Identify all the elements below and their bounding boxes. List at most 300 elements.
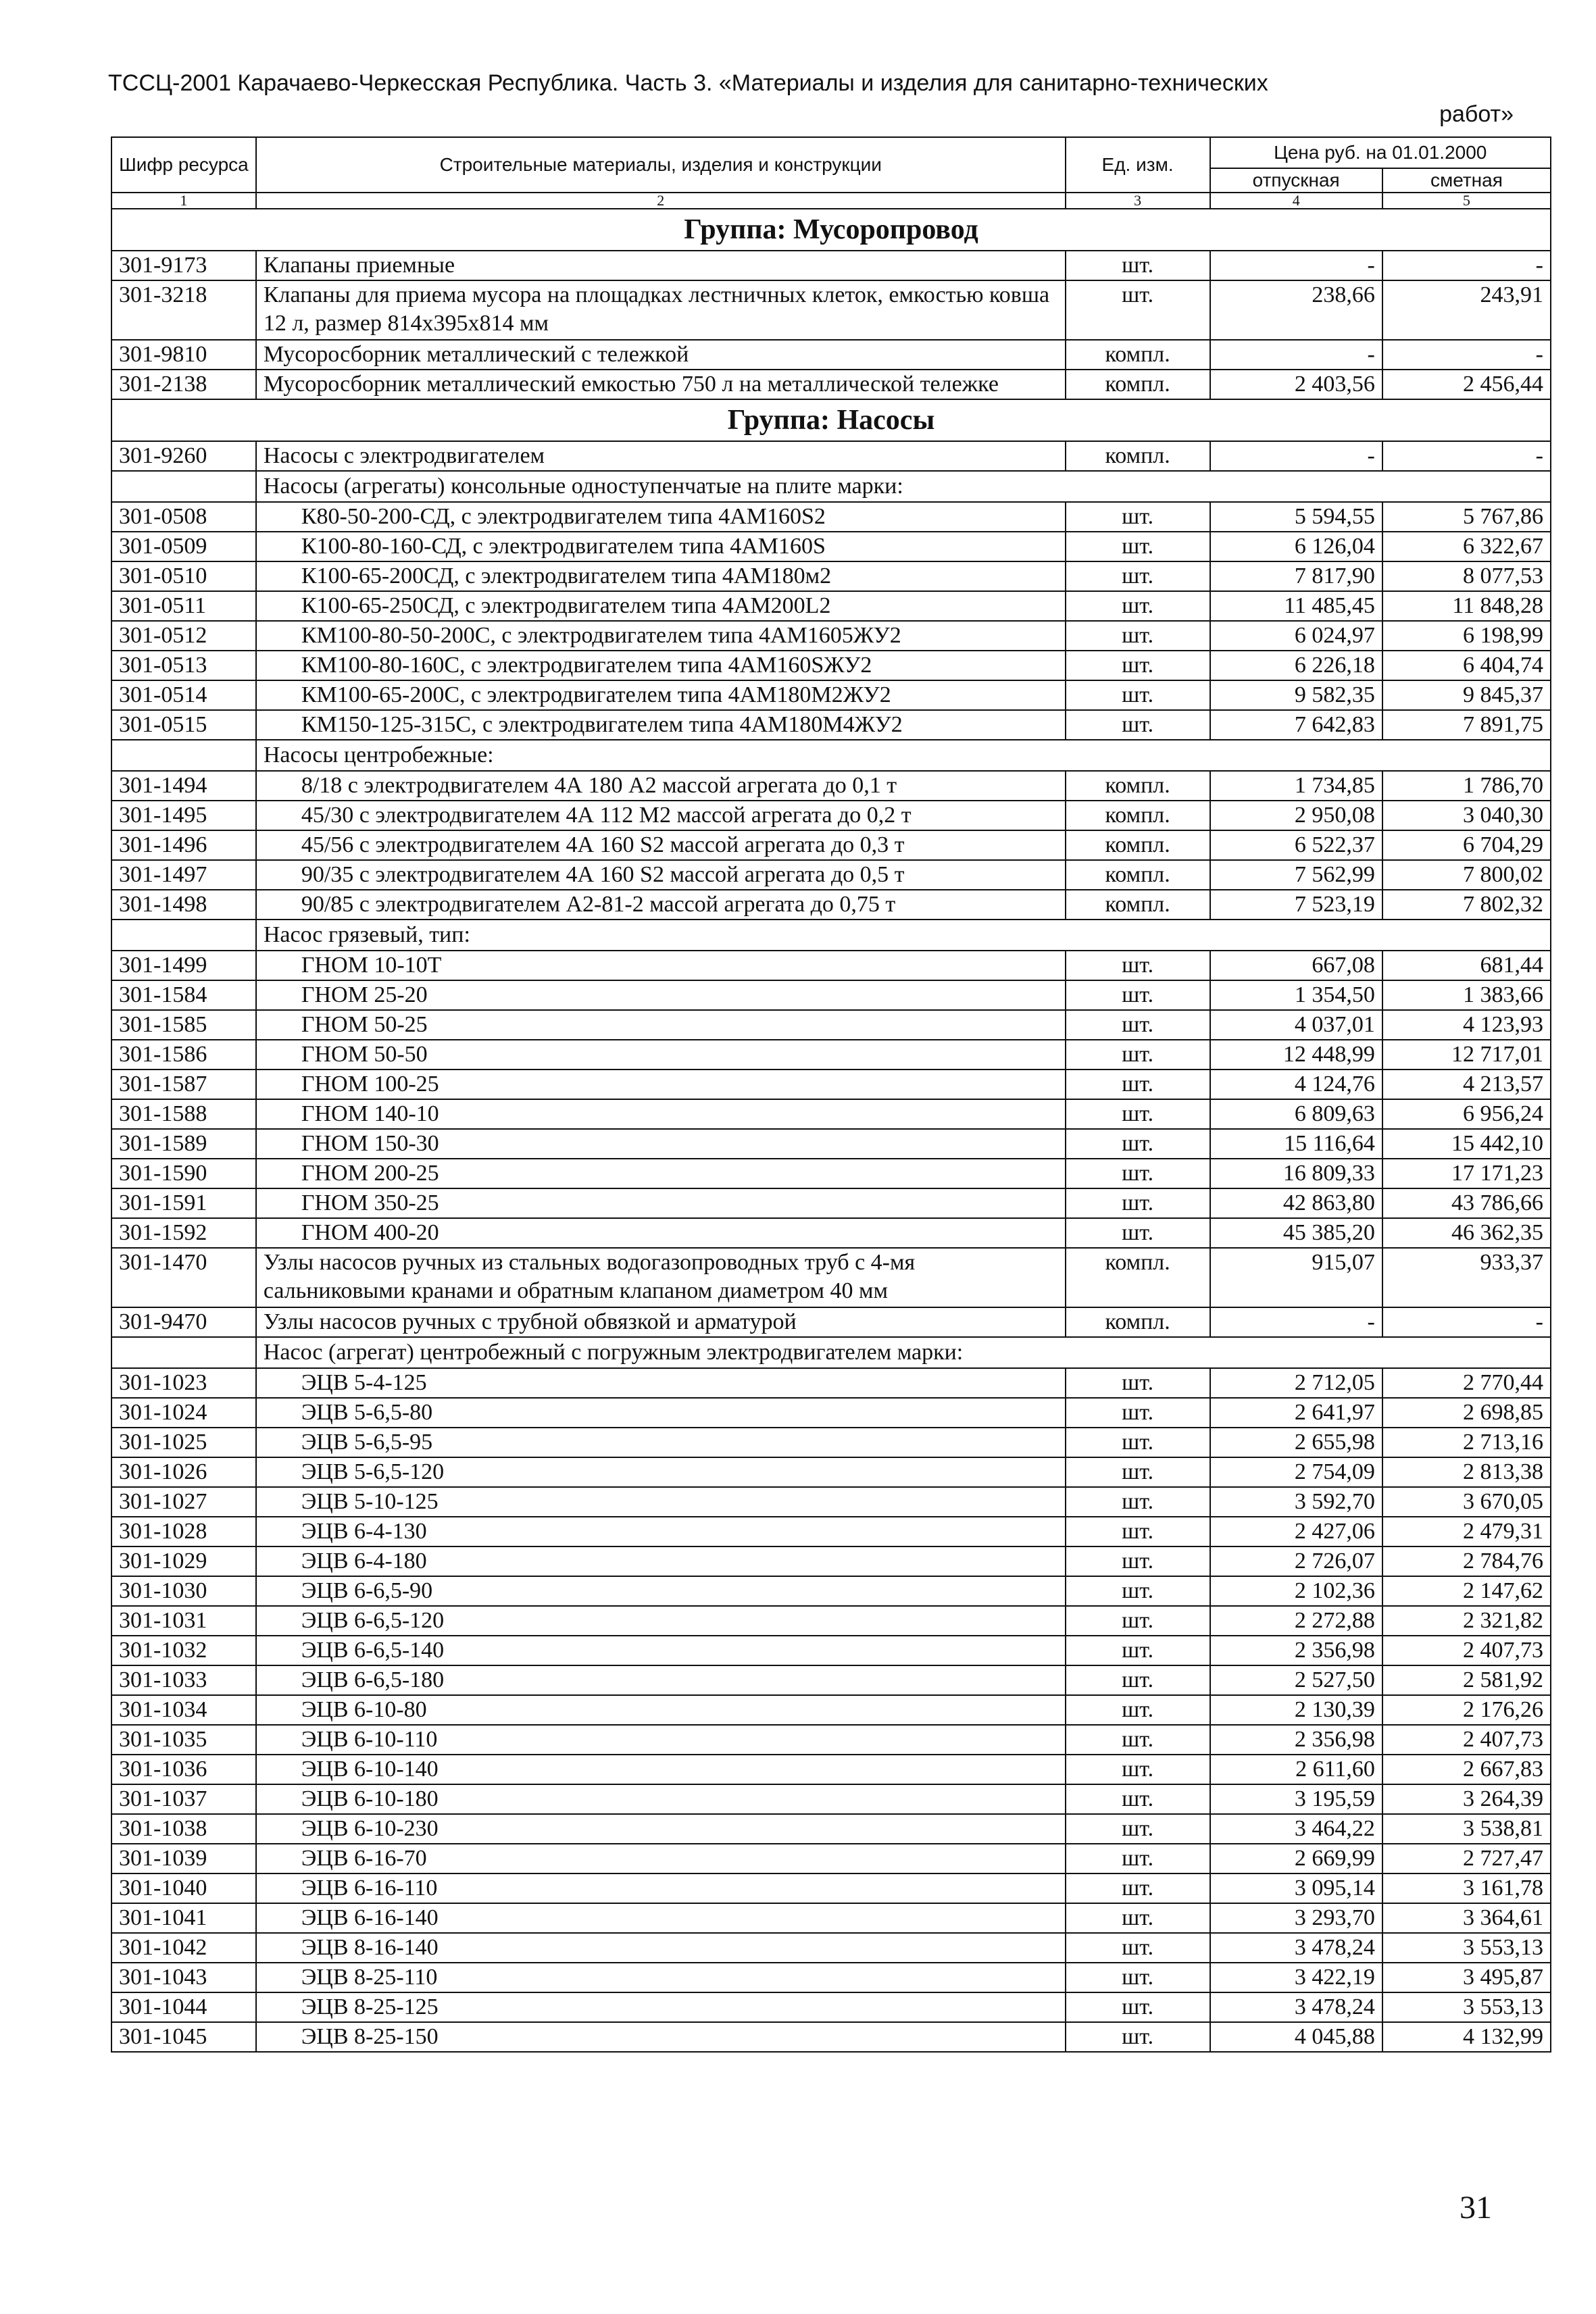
item-name: ЭЦВ 5-6,5-95: [256, 1428, 1066, 1457]
item-name: 8/18 с электродвигателем 4А 180 А2 массой агрегата до 0,1 т: [256, 771, 1066, 801]
resource-code: 301-1036: [111, 1755, 256, 1784]
table-row: [111, 1844, 1551, 1873]
unit-cell: шт.: [1066, 1487, 1210, 1517]
item-name: ГНОМ 140-10: [256, 1099, 1066, 1129]
release-price: 2 669,99: [1210, 1844, 1382, 1873]
item-name: ЭЦВ 6-10-180: [256, 1784, 1066, 1814]
item-name: ЭЦВ 6-16-110: [256, 1873, 1066, 1903]
table-row: [111, 1576, 1551, 1606]
unit-cell: компл.: [1066, 370, 1210, 399]
item-name: ЭЦВ 6-4-180: [256, 1546, 1066, 1576]
item-name: ГНОМ 100-25: [256, 1070, 1066, 1099]
release-price: 4 045,88: [1210, 2022, 1382, 2052]
resource-code: 301-0512: [111, 621, 256, 651]
release-price: 6 809,63: [1210, 1099, 1382, 1129]
estimate-price: 2 147,62: [1382, 1576, 1551, 1606]
unit-cell: шт.: [1066, 1844, 1210, 1873]
release-price: 4 037,01: [1210, 1010, 1382, 1040]
item-name: КМ100-80-160С, с электродвигателем типа 4АМ160SЖУ2: [256, 651, 1066, 680]
release-price: 6 226,18: [1210, 651, 1382, 680]
table-row: [111, 860, 1551, 890]
estimate-price: 2 770,44: [1382, 1368, 1551, 1398]
unit-cell: шт.: [1066, 591, 1210, 621]
table-row: [111, 980, 1551, 1010]
unit-cell: шт.: [1066, 1755, 1210, 1784]
item-name: ГНОМ 400-20: [256, 1218, 1066, 1248]
table-row: [111, 1099, 1551, 1129]
resource-code: 301-1044: [111, 1992, 256, 2022]
unit-cell: компл.: [1066, 1307, 1210, 1337]
table-row: [111, 1307, 1551, 1337]
group-header-row: [111, 399, 1551, 441]
table-row: [111, 771, 1551, 801]
unit-cell: шт.: [1066, 1784, 1210, 1814]
group-title: Группа: Мусоропровод: [111, 209, 1551, 251]
table-row: [111, 1070, 1551, 1099]
unit-cell: шт.: [1066, 1398, 1210, 1428]
resource-code: 301-1584: [111, 980, 256, 1010]
table-row: [111, 890, 1551, 920]
estimate-price: 2 407,73: [1382, 1636, 1551, 1665]
unit-cell: компл.: [1066, 340, 1210, 370]
table-row: [111, 680, 1551, 710]
item-name: ГНОМ 50-25: [256, 1010, 1066, 1040]
item-name: К100-65-200СД, с электродвигателем типа 4АМ180м2: [256, 561, 1066, 591]
release-price: 7 642,83: [1210, 710, 1382, 740]
resource-code: 301-9260: [111, 441, 256, 471]
estimate-price: 5 767,86: [1382, 502, 1551, 532]
resource-code: 301-0514: [111, 680, 256, 710]
estimate-price: 1 383,66: [1382, 980, 1551, 1010]
release-price: 2 712,05: [1210, 1368, 1382, 1398]
estimate-price: 6 322,67: [1382, 532, 1551, 561]
col-number-5: 5: [1382, 193, 1551, 209]
unit-cell: шт.: [1066, 710, 1210, 740]
unit-cell: шт.: [1066, 1903, 1210, 1933]
unit-cell: шт.: [1066, 1873, 1210, 1903]
unit-cell: компл.: [1066, 860, 1210, 890]
unit-cell: шт.: [1066, 251, 1210, 280]
estimate-price: 6 956,24: [1382, 1099, 1551, 1129]
resource-code: 301-1589: [111, 1129, 256, 1159]
subgroup-title: Насос грязевый, тип:: [256, 920, 1551, 951]
table-row: [111, 532, 1551, 561]
table-row: [111, 2022, 1551, 2052]
unit-cell: шт.: [1066, 1933, 1210, 1963]
estimate-price: -: [1382, 1307, 1551, 1337]
unit-cell: компл.: [1066, 801, 1210, 830]
release-price: 3 293,70: [1210, 1903, 1382, 1933]
table-row: [111, 340, 1551, 370]
estimate-price: 12 717,01: [1382, 1040, 1551, 1070]
unit-cell: шт.: [1066, 651, 1210, 680]
table-row: [111, 1428, 1551, 1457]
unit-cell: шт.: [1066, 1546, 1210, 1576]
resource-code: 301-9470: [111, 1307, 256, 1337]
resource-code: 301-1028: [111, 1517, 256, 1546]
estimate-price: 43 786,66: [1382, 1188, 1551, 1218]
resource-code: 301-3218: [111, 280, 256, 340]
item-name: КМ100-65-200С, с электродвигателем типа 4АМ180М2ЖУ2: [256, 680, 1066, 710]
unit-cell: шт.: [1066, 1040, 1210, 1070]
unit-cell: шт.: [1066, 1159, 1210, 1188]
release-price: 6 024,97: [1210, 621, 1382, 651]
release-price: 45 385,20: [1210, 1218, 1382, 1248]
item-name: ЭЦВ 6-10-230: [256, 1814, 1066, 1844]
table-row: [111, 370, 1551, 399]
item-name: ЭЦВ 6-16-140: [256, 1903, 1066, 1933]
estimate-price: 3 553,13: [1382, 1933, 1551, 1963]
release-price: 2 427,06: [1210, 1517, 1382, 1546]
subgroup-title: Насос (агрегат) центробежный с погружным электродвигателем марки:: [256, 1337, 1551, 1368]
estimate-price: 2 176,26: [1382, 1695, 1551, 1725]
unit-cell: шт.: [1066, 502, 1210, 532]
resource-code: 301-1496: [111, 830, 256, 860]
estimate-price: 2 667,83: [1382, 1755, 1551, 1784]
unit-cell: шт.: [1066, 561, 1210, 591]
resource-code: 301-1035: [111, 1725, 256, 1755]
table-row: [111, 1814, 1551, 1844]
release-price: 2 527,50: [1210, 1665, 1382, 1695]
release-price: 2 655,98: [1210, 1428, 1382, 1457]
release-price: -: [1210, 1307, 1382, 1337]
table-row: [111, 1873, 1551, 1903]
release-price: 1 354,50: [1210, 980, 1382, 1010]
unit-cell: шт.: [1066, 2022, 1210, 2052]
resource-code: 301-1585: [111, 1010, 256, 1040]
table-row: [111, 1755, 1551, 1784]
resource-code: 301-9173: [111, 251, 256, 280]
unit-cell: шт.: [1066, 1218, 1210, 1248]
unit-cell: шт.: [1066, 1099, 1210, 1129]
unit-cell: шт.: [1066, 1457, 1210, 1487]
item-name: КМ150-125-315С, с электродвигателем типа 4АМ180М4ЖУ2: [256, 710, 1066, 740]
table-row: [111, 1903, 1551, 1933]
estimate-price: 681,44: [1382, 951, 1551, 980]
release-price: 7 817,90: [1210, 561, 1382, 591]
estimate-price: 3 264,39: [1382, 1784, 1551, 1814]
release-price: 15 116,64: [1210, 1129, 1382, 1159]
resource-code: 301-1586: [111, 1040, 256, 1070]
release-price: 3 464,22: [1210, 1814, 1382, 1844]
estimate-price: 3 670,05: [1382, 1487, 1551, 1517]
release-price: 2 611,60: [1210, 1755, 1382, 1784]
release-price: 2 356,98: [1210, 1725, 1382, 1755]
item-name: ЭЦВ 5-10-125: [256, 1487, 1066, 1517]
unit-cell: шт.: [1066, 1992, 1210, 2022]
resource-code: 301-1026: [111, 1457, 256, 1487]
resource-code: 301-9810: [111, 340, 256, 370]
resource-code: 301-1495: [111, 801, 256, 830]
table-row: [111, 801, 1551, 830]
unit-cell: шт.: [1066, 951, 1210, 980]
table-row: [111, 1188, 1551, 1218]
release-price: -: [1210, 251, 1382, 280]
unit-cell: компл.: [1066, 1248, 1210, 1307]
item-name: 90/85 с электродвигателем А2-81-2 массой агрегата до 0,75 т: [256, 890, 1066, 920]
item-name: ГНОМ 50-50: [256, 1040, 1066, 1070]
col-header-unit: Ед. изм.: [1066, 137, 1210, 193]
resource-code: 301-1040: [111, 1873, 256, 1903]
table-row: [111, 1248, 1551, 1307]
item-name: Узлы насосов ручных из стальных водогазопроводных труб с 4-мя сальниковыми кранами и обратным клапаном диаметром 40 мм: [256, 1248, 1066, 1307]
estimate-price: 7 891,75: [1382, 710, 1551, 740]
item-name: ЭЦВ 6-6,5-120: [256, 1606, 1066, 1636]
release-price: 2 130,39: [1210, 1695, 1382, 1725]
unit-cell: шт.: [1066, 1695, 1210, 1725]
estimate-price: 2 784,76: [1382, 1546, 1551, 1576]
table-row: [111, 561, 1551, 591]
item-name: Мусоросборник металлический емкостью 750 л на металлической тележке: [256, 370, 1066, 399]
resource-code: 301-1494: [111, 771, 256, 801]
estimate-price: 1 786,70: [1382, 771, 1551, 801]
resource-code: 301-1043: [111, 1963, 256, 1992]
estimate-price: 3 040,30: [1382, 801, 1551, 830]
table-row: [111, 1517, 1551, 1546]
resource-code: 301-0513: [111, 651, 256, 680]
item-name: ЭЦВ 6-6,5-180: [256, 1665, 1066, 1695]
resource-code: 301-1041: [111, 1903, 256, 1933]
table-row: [111, 251, 1551, 280]
release-price: 3 592,70: [1210, 1487, 1382, 1517]
release-price: 16 809,33: [1210, 1159, 1382, 1188]
resource-code: 301-1590: [111, 1159, 256, 1188]
estimate-price: 8 077,53: [1382, 561, 1551, 591]
estimate-price: 2 456,44: [1382, 370, 1551, 399]
table-row: [111, 1010, 1551, 1040]
release-price: -: [1210, 340, 1382, 370]
table-row: [111, 1040, 1551, 1070]
table-row: [111, 502, 1551, 532]
release-price: 12 448,99: [1210, 1040, 1382, 1070]
col-header-estimate: сметная: [1382, 168, 1551, 193]
estimate-price: 2 479,31: [1382, 1517, 1551, 1546]
estimate-price: 7 802,32: [1382, 890, 1551, 920]
estimate-price: 2 698,85: [1382, 1398, 1551, 1428]
item-name: ЭЦВ 6-10-110: [256, 1725, 1066, 1755]
table-row: [111, 1665, 1551, 1695]
resource-code: 301-1032: [111, 1636, 256, 1665]
release-price: 42 863,80: [1210, 1188, 1382, 1218]
unit-cell: шт.: [1066, 1814, 1210, 1844]
resource-code: 301-1587: [111, 1070, 256, 1099]
table-row: [111, 1963, 1551, 1992]
release-price: 1 734,85: [1210, 771, 1382, 801]
unit-cell: шт.: [1066, 1963, 1210, 1992]
item-name: К100-65-250СД, с электродвигателем типа 4АМ200L2: [256, 591, 1066, 621]
table-row: [111, 1218, 1551, 1248]
estimate-price: -: [1382, 441, 1551, 471]
estimate-price: 9 845,37: [1382, 680, 1551, 710]
resource-code: 301-1045: [111, 2022, 256, 2052]
unit-cell: компл.: [1066, 830, 1210, 860]
release-price: 6 126,04: [1210, 532, 1382, 561]
table-row: [111, 1398, 1551, 1428]
release-price: 6 522,37: [1210, 830, 1382, 860]
item-name: ЭЦВ 6-4-130: [256, 1517, 1066, 1546]
estimate-price: 3 495,87: [1382, 1963, 1551, 1992]
table-row: [111, 1546, 1551, 1576]
estimate-price: 4 213,57: [1382, 1070, 1551, 1099]
resource-code: 301-1031: [111, 1606, 256, 1636]
resource-code: 301-2138: [111, 370, 256, 399]
release-price: 3 478,24: [1210, 1992, 1382, 2022]
unit-cell: шт.: [1066, 1368, 1210, 1398]
resource-code: 301-0508: [111, 502, 256, 532]
estimate-price: 243,91: [1382, 280, 1551, 340]
release-price: 9 582,35: [1210, 680, 1382, 710]
item-name: К80-50-200-СД, с электродвигателем типа 4АМ160S2: [256, 502, 1066, 532]
col-header-code: Шифр ресурса: [111, 137, 256, 193]
item-name: К100-80-160-СД, с электродвигателем типа 4АМ160S: [256, 532, 1066, 561]
item-name: ЭЦВ 5-6,5-80: [256, 1398, 1066, 1428]
item-name: ЭЦВ 8-25-125: [256, 1992, 1066, 2022]
release-price: 238,66: [1210, 280, 1382, 340]
document-header-line2: работ»: [1439, 101, 1514, 127]
resource-code: 301-1588: [111, 1099, 256, 1129]
estimate-price: -: [1382, 340, 1551, 370]
resource-code: 301-1027: [111, 1487, 256, 1517]
col-header-name: Строительные материалы, изделия и конструкции: [256, 137, 1066, 193]
unit-cell: шт.: [1066, 1725, 1210, 1755]
table-row: [111, 591, 1551, 621]
table-row: [111, 1487, 1551, 1517]
unit-cell: шт.: [1066, 1010, 1210, 1040]
release-price: 3 422,19: [1210, 1963, 1382, 1992]
estimate-price: 46 362,35: [1382, 1218, 1551, 1248]
col-header-release: отпускная: [1210, 168, 1382, 193]
estimate-price: 6 704,29: [1382, 830, 1551, 860]
resource-code: 301-0510: [111, 561, 256, 591]
resource-code: 301-0509: [111, 532, 256, 561]
unit-cell: шт.: [1066, 280, 1210, 340]
item-name: ГНОМ 150-30: [256, 1129, 1066, 1159]
table-row: [111, 1784, 1551, 1814]
item-name: ЭЦВ 8-16-140: [256, 1933, 1066, 1963]
col-number-4: 4: [1210, 193, 1382, 209]
release-price: -: [1210, 441, 1382, 471]
item-name: Мусоросборник металлический с тележкой: [256, 340, 1066, 370]
unit-cell: компл.: [1066, 441, 1210, 471]
estimate-price: -: [1382, 251, 1551, 280]
item-name: 45/30 с электродвигателем 4А 112 М2 массой агрегата до 0,2 т: [256, 801, 1066, 830]
resource-code: 301-1024: [111, 1398, 256, 1428]
estimate-price: 2 813,38: [1382, 1457, 1551, 1487]
col-number-2: 2: [256, 193, 1066, 209]
unit-cell: шт.: [1066, 1129, 1210, 1159]
table-row: [111, 1606, 1551, 1636]
table-row: [111, 651, 1551, 680]
resource-code: 301-1592: [111, 1218, 256, 1248]
estimate-price: 3 364,61: [1382, 1903, 1551, 1933]
release-price: 2 102,36: [1210, 1576, 1382, 1606]
item-name: Узлы насосов ручных с трубной обвязкой и арматурой: [256, 1307, 1066, 1337]
unit-cell: шт.: [1066, 1636, 1210, 1665]
release-price: 5 594,55: [1210, 502, 1382, 532]
estimate-price: 3 553,13: [1382, 1992, 1551, 2022]
resource-code: 301-1029: [111, 1546, 256, 1576]
resource-code: 301-1039: [111, 1844, 256, 1873]
item-name: Насосы с электродвигателем: [256, 441, 1066, 471]
estimate-price: 2 581,92: [1382, 1665, 1551, 1695]
resource-code: 301-1025: [111, 1428, 256, 1457]
item-name: ЭЦВ 5-6,5-120: [256, 1457, 1066, 1487]
item-name: Клапаны для приема мусора на площадках лестничных клеток, емкостью ковша 12 л, размер 814х395х814 мм: [256, 280, 1066, 340]
estimate-price: 2 727,47: [1382, 1844, 1551, 1873]
resource-code: 301-1037: [111, 1784, 256, 1814]
release-price: 2 272,88: [1210, 1606, 1382, 1636]
item-name: 90/35 с электродвигателем 4А 160 S2 массой агрегата до 0,5 т: [256, 860, 1066, 890]
subgroup-row: [111, 920, 1551, 951]
item-name: ЭЦВ 6-10-80: [256, 1695, 1066, 1725]
table-row: [111, 1933, 1551, 1963]
resource-code: 301-1023: [111, 1368, 256, 1398]
unit-cell: компл.: [1066, 890, 1210, 920]
release-price: 2 403,56: [1210, 370, 1382, 399]
resource-code: 301-1499: [111, 951, 256, 980]
estimate-price: 2 713,16: [1382, 1428, 1551, 1457]
unit-cell: шт.: [1066, 1665, 1210, 1695]
subgroup-row: [111, 1337, 1551, 1368]
release-price: 915,07: [1210, 1248, 1382, 1307]
resource-code: 301-1591: [111, 1188, 256, 1218]
group-title: Группа: Насосы: [111, 399, 1551, 441]
release-price: 11 485,45: [1210, 591, 1382, 621]
release-price: 4 124,76: [1210, 1070, 1382, 1099]
release-price: 2 641,97: [1210, 1398, 1382, 1428]
unit-cell: шт.: [1066, 1517, 1210, 1546]
release-price: 3 095,14: [1210, 1873, 1382, 1903]
unit-cell: шт.: [1066, 1188, 1210, 1218]
resource-code: 301-1038: [111, 1814, 256, 1844]
subgroup-title: Насосы центробежные:: [256, 740, 1551, 771]
release-price: 7 523,19: [1210, 890, 1382, 920]
table-row: [111, 1725, 1551, 1755]
table-row: [111, 1457, 1551, 1487]
table-body: [111, 209, 1551, 2052]
estimate-price: 6 198,99: [1382, 621, 1551, 651]
item-name: КМ100-80-50-200С, с электродвигателем типа 4АМ1605ЖУ2: [256, 621, 1066, 651]
resource-code: 301-1030: [111, 1576, 256, 1606]
item-name: ЭЦВ 8-25-110: [256, 1963, 1066, 1992]
estimate-price: 11 848,28: [1382, 591, 1551, 621]
estimate-price: 2 407,73: [1382, 1725, 1551, 1755]
empty-cell: [111, 471, 256, 502]
release-price: 3 195,59: [1210, 1784, 1382, 1814]
item-name: ГНОМ 10-10Т: [256, 951, 1066, 980]
unit-cell: шт.: [1066, 980, 1210, 1010]
estimate-price: 3 538,81: [1382, 1814, 1551, 1844]
table-row: [111, 1636, 1551, 1665]
unit-cell: компл.: [1066, 771, 1210, 801]
page-number: 31: [1460, 2190, 1492, 2225]
group-header-row: [111, 209, 1551, 251]
unit-cell: шт.: [1066, 680, 1210, 710]
estimate-price: 6 404,74: [1382, 651, 1551, 680]
empty-cell: [111, 740, 256, 771]
unit-cell: шт.: [1066, 1576, 1210, 1606]
subgroup-row: [111, 471, 1551, 502]
resource-code: 301-1033: [111, 1665, 256, 1695]
unit-cell: шт.: [1066, 532, 1210, 561]
col-header-price: Цена руб. на 01.01.2000: [1210, 137, 1551, 168]
item-name: ЭЦВ 6-6,5-90: [256, 1576, 1066, 1606]
unit-cell: шт.: [1066, 621, 1210, 651]
price-table: [111, 136, 1551, 2053]
item-name: 45/56 с электродвигателем 4А 160 S2 массой агрегата до 0,3 т: [256, 830, 1066, 860]
table-row: [111, 1368, 1551, 1398]
subgroup-row: [111, 740, 1551, 771]
